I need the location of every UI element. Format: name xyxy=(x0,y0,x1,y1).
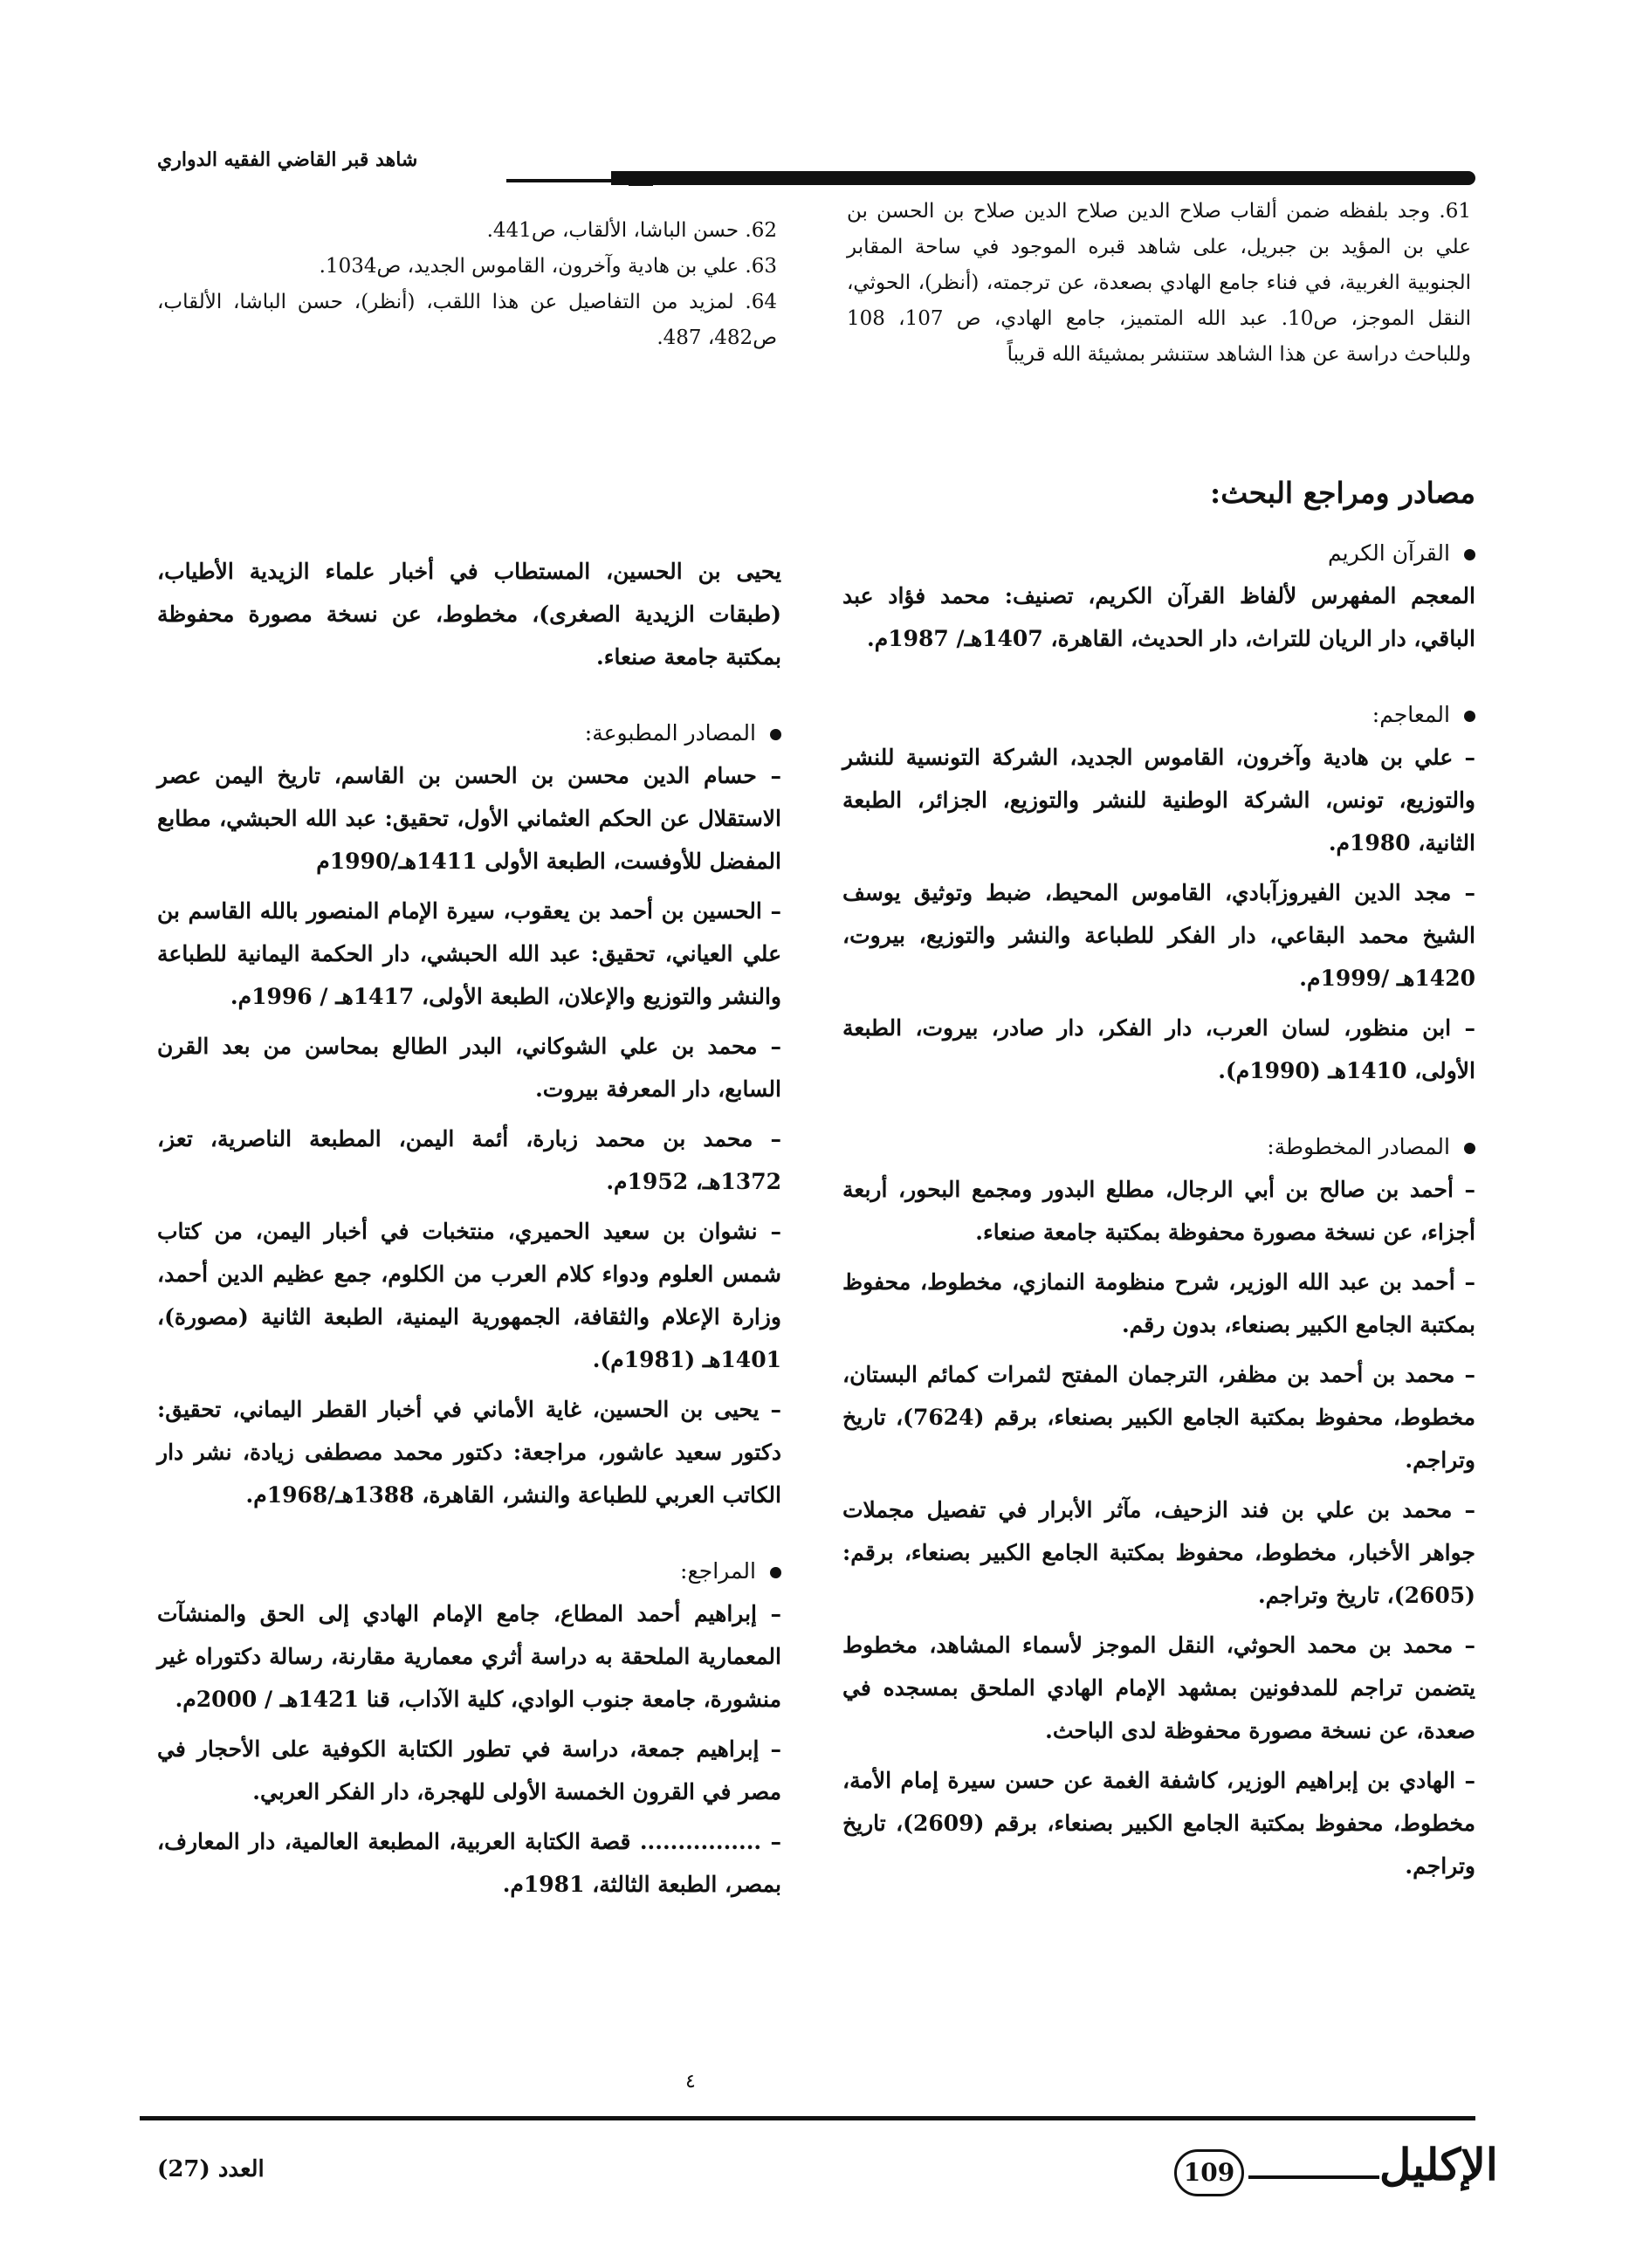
footnote-64: 64. لمزيد من التفاصيل عن هذا اللقب، (أنظر)، حسن الباشا، الألقاب، ص482، 487. xyxy=(157,291,777,349)
bib-entry: – أحمد بن عبد الله الوزير، شرح منظومة النمازي، مخطوط، محفوظ بمكتبة الجامع الكبير بصنعاء، بدون رقم. xyxy=(842,1269,1475,1337)
bib-entry: – يحيى بن الحسين، غاية الأماني في أخبار القطر اليماني، تحقيق: دكتور سعيد عاشور، مراجعة: دكتور محمد مصطفى زيادة، نشر دار الكاتب العربي للطباعة والنشر، القاهرة، 1388هـ/1968م. xyxy=(157,1397,781,1508)
right-column xyxy=(842,471,1475,1921)
section-title: المراجع: xyxy=(157,1550,781,1592)
footer-rule xyxy=(140,2116,1475,2120)
bib-entry: – أحمد بن صالح بن أبي الرجال، مطلع البدور ومجمع البحور، أربعة أجزاء، عن نسخة مصورة محفوظة بمكتبة جامعة صنعاء. xyxy=(842,1177,1475,1245)
footnotes-left xyxy=(157,213,777,356)
bib-entry: – إبراهيم جمعة، دراسة في تطور الكتابة الكوفية على الأحجار في مصر في القرون الخمسة الأولى للهجرة، دار الفكر العربي. xyxy=(157,1736,781,1804)
page-marker: ٤ xyxy=(685,2071,696,2093)
bib-entry: – ................ قصة الكتابة العربية، المطبعة العالمية، دار المعارف، بمصر، الطبعة الثالثة، 1981م. xyxy=(157,1829,781,1897)
footnote-61: 61. وجد بلفظه ضمن ألقاب صلاح الدين صلاح الدين صلاح بن الحسن بن علي بن المؤيد بن جبريل، على شاهد قبره الموجود في ساحة المقابر الجنوبية الغربية، في فناء جامع الهادي بصعدة، عن ترجمته، (أنظر)، الحوثي، النقل الموجز، ص10. عبد الله المتميز، جامع الهادي، ص 107، 108 وللباحث دراسة عن هذا الشاهد ستنشر بمشيئة الله قريباً xyxy=(847,200,1472,366)
bib-entry: – نشوان بن سعيد الحميري، منتخبات في أخبار اليمن، من كتاب شمس العلوم ودواء كلام العرب من الكلوم، جمع عظيم الدين أحمد، وزارة الإعلام والثقافة، الجمهورية اليمنية، الطبعة الثانية (مصورة)، 1401هـ (1981م). xyxy=(157,1219,781,1372)
bib-entry: – ابن منظور، لسان العرب، دار الفكر، دار صادر، بيروت، الطبعة الأولى، 1410هـ (1990م). xyxy=(842,1015,1475,1083)
bullet-icon xyxy=(1464,549,1475,560)
bib-entry: – الهادي بن إبراهيم الوزير، كاشفة الغمة عن حسن سيرة إمام الأمة، مخطوط، محفوظ بمكتبة الجامع الكبير بصنعاء، برقم (2609)، تاريخ وتراجم. xyxy=(842,1768,1475,1879)
section-quran xyxy=(842,532,1475,660)
bib-entry: – محمد بن أحمد بن مظفر، الترجمان المفتح لثمرات كمائم البستان، مخطوط، محفوظ بمكتبة الجامع الكبير بصنعاء، برقم (7624)، تاريخ وتراجم. xyxy=(842,1362,1475,1473)
page-number: 109 xyxy=(1174,2149,1244,2196)
left-column xyxy=(157,550,781,1939)
footnotes-right xyxy=(847,194,1471,373)
bullet-icon xyxy=(1464,1143,1475,1154)
section-dictionaries xyxy=(842,693,1475,1092)
sources-heading: مصادر ومراجع البحث: xyxy=(1210,476,1475,510)
journal-underline xyxy=(1248,2175,1379,2179)
bullet-icon xyxy=(770,729,781,740)
header-rule xyxy=(611,171,1475,185)
bib-entry: – محمد بن علي الشوكاني، البدر الطالع بمحاسن من بعد القرن السابع، دار المعرفة بيروت. xyxy=(157,1034,781,1102)
bib-entry: المعجم المفهرس لألفاظ القرآن الكريم، تصنيف: محمد فؤاد عبد الباقي، دار الريان للتراث، دار الحديث، القاهرة، 1407هـ/ 1987م. xyxy=(842,583,1475,651)
bullet-icon xyxy=(1464,711,1475,722)
section-references xyxy=(157,1550,781,1906)
footnote-63: 63. علي بن هادية وآخرون، القاموس الجديد، ص1034. xyxy=(319,255,777,278)
running-title: شاهد قبر القاضي الفقيه الدواري xyxy=(157,148,418,171)
bib-entry: – محمد بن علي بن فند الزحيف، مآثر الأبرار في تفصيل مجملات جواهر الأخبار، مخطوط، محفوظ بمكتبة الجامع الكبير بصنعاء، برقم: (2605)، تاريخ وتراجم. xyxy=(842,1497,1475,1608)
header-rule-dot xyxy=(629,183,653,186)
bullet-icon xyxy=(770,1567,781,1578)
issue-label: العدد (27) xyxy=(157,2156,265,2182)
section-printed xyxy=(157,711,781,1516)
bib-entry: – الحسين بن أحمد بن يعقوب، سيرة الإمام المنصور بالله القاسم بن علي العياني، تحقيق: عبد الله الحبشي، دار الحكمة اليمانية للطباعة والنشر والتوزيع والإعلان، الطبعة الأولى، 1417هـ / 1996م. xyxy=(157,898,781,1009)
bib-entry: – علي بن هادية وآخرون، القاموس الجديد، الشركة التونسية للنشر والتوزيع، تونس، الشركة الوطنية للنشر والتوزيع، الجزائر، الطبعة الثانية، 1980م. xyxy=(842,745,1475,856)
bib-entry: – مجد الدين الفيروزآبادي، القاموس المحيط، ضبط وتوثيق يوسف الشيخ محمد البقاعي، دار الفكر للطباعة والنشر والتوزيع، بيروت، 1420هـ /1999م. xyxy=(842,880,1475,991)
section-manuscripts-continued xyxy=(157,550,781,678)
bib-entry: – محمد بن محمد زبارة، أئمة اليمن، المطبعة الناصرية، تعز، 1372هـ، 1952م. xyxy=(157,1126,781,1194)
bib-entry: يحيى بن الحسين، المستطاب في أخبار علماء الزيدية الأطياب، (طبقات الزيدية الصغرى)، مخطوط، عن نسخة مصورة محفوظة بمكتبة جامعة صنعاء. xyxy=(157,559,781,670)
section-title: المصادر المخطوطة: xyxy=(842,1125,1475,1168)
section-title: القرآن الكريم xyxy=(842,532,1475,574)
section-title: المعاجم: xyxy=(842,693,1475,736)
journal-name: الإكليل xyxy=(1379,2139,1498,2190)
bib-entry: – حسام الدين محسن بن الحسن بن القاسم، تاريخ اليمن عصر الاستقلال عن الحكم العثماني الأول، تحقيق: عبد الله الحبشي، مطابع المفضل للأوفست، الطبعة الأولى 1411هـ/1990م xyxy=(157,763,781,874)
bib-entry: – إبراهيم أحمد المطاع، جامع الإمام الهادي إلى الحق والمنشآت المعمارية الملحقة به دراسة أثري معمارية مقارنة، رسالة دكتوراه غير منشورة، جامعة جنوب الوادي، كلية الآداب، قنا 1421هـ / 2000م. xyxy=(157,1601,781,1712)
section-title: المصادر المطبوعة: xyxy=(157,711,781,754)
footnote-62: 62. حسن الباشا، الألقاب، ص441. xyxy=(486,219,777,242)
header-rule-tail xyxy=(506,179,620,182)
bib-entry: – محمد بن محمد الحوثي، النقل الموجز لأسماء المشاهد، مخطوط يتضمن تراجم للمدفونين بمشهد الإمام الهادي الملحق بمسجده في صعدة، عن نسخة مصورة محفوظة لدى الباحث. xyxy=(842,1632,1475,1743)
section-manuscripts xyxy=(842,1125,1475,1887)
